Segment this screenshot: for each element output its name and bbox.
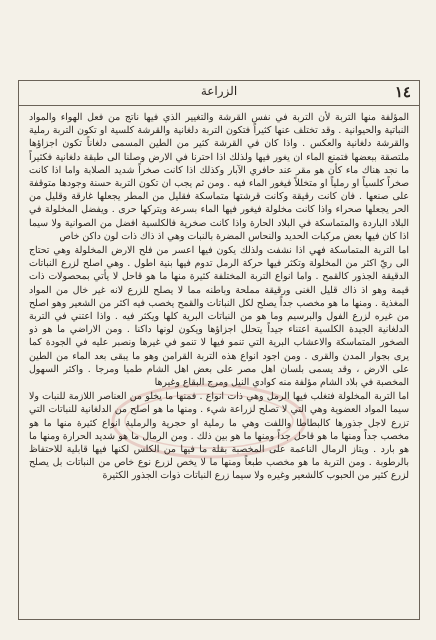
paragraph-2: اما التربة المتماسكة فهي اذا نشفت ولذلك يكون فيها اعسر من فلح الارض المخلولة وهي تحتاج الى ريّ اكثر من المخلولة وتكثر فيها حركة الرمل تدوم فيها بنية اطول . وهي اصلح لزرع النباتات الدقيقة الجذور كالقمح . واما انواع التربة المختلفة كثيرة منها ما هو قاحل لا يأتي بمحصولات ذات قيمة وهو اذ ذاك قليل الغنى ورقيقة مملحة وباطنه مما لا يصلح للزرع لانه غير خال من المواد المغذية . ومنها ما هو مخصب جداً يصلح لكل النباتات والقمح يخصب فيه اكثر من الشعير وهو اصلح من غيره لزرع الفول والبرسيم وما هو من النباتات البرية كلها ويكثر فيه . واذا اعتني في التربة الدلغانية الجيدة الكلسية اعتناء جيداً يتحلل اجزاؤها ويكون لونها داكنا . ومن الاراضي ما هو ذو الصخور المتماسكة والاعشاب البرية التي تنمو فيها لا تنمو في غيرها ونصبر عليه في الجودة كما يرى بجوار المدن والقرى . ومن اجود انواع هذه التربة القرامن وهو ما يبقى بعد الماء من الطين على الارض ، وقد يسمى بلسان اهل مصر على بعض اهل الشام طميا ومرجا . واكثر السهول المخصبة في بلاد الشام مؤلفة منه كوادي النيل ومرج البقاع وغيرها [29,245,409,389]
page-header [19,81,419,106]
body-text [29,111,409,613]
paragraph-3: اما التربة المخلولة فتغلب فيها الرمل وهي ذات انواع . فمنها ما يخلو من العناصر اللازمة للنبات ولا سيما المواد العضوية وهي التي لا تصلح لزراعة شيء . ومنها ما هو اصلح من الدلغانية للنباتات التي تزرع لاجل جذورها كالبطاطا واللفت وهي ما رملية او حجرية والرملية انواع كثيرة منها ما هو مخصب جداً ومنها ما هو قاحل جداً ومنها ما هو بين ذلك . ومن الرمال ما هو شديد الحرارة ومنها ما هو بارد . ويتاز الرمال الناعمة على المخصبة بقلة ما فيها من الكلس لكنها فيها قابلية للاحتفاظ بالرطوبة . ومن التربة ما هو مخصب طبعاً ومنها ما لا يخص لزرع نوع خاص من النباتات بل يصلح لزرع كثير من الحبوب كالشعير وغيره ولا سيما زرع النباتات ذوات الجذور الكثيرة [29,391,409,482]
book-page [18,80,420,620]
running-title: الزراعة [200,84,238,98]
paragraph-1: المؤلفة منها التربة لأن التربة في نفس القرشة والتغيير الذي فيها ناتج من فعل الهواء والمواد النباتية والحيوانية . وقد تختلف عنها كثيراً فتكون التربة دلغانية والقرشة كلسية او تكون التربة رملية والقرشة دلغانية والعكس . واذا كان في القرشة كثير من الطين المسمى دلغاناً تكون اجزاؤها ملتصقة ببعضها فتمنع الماء ان يغور فيها ولذلك اذا احترنا في الارض وصلنا الى طبقة دلغانية فكثيراً ما نجد هناك ماء كأن هو مقر عند حافري الآبار وكذلك اذا كانت صخراً شديد الصلابة واما اذا كانت صخراً كلسياً او رملياً او متخللاً فيغور الماء فيه . ومن ثم يجب ان تكون التربة حسنة وجودها متوقفة على صنعها . فان كانت رقيقة وكانت قرشتها متماسكة فقليل من المطر يجعلها غارقة وقليل من الحر يجعلها صحراء واذا كانت مخلولة فيغور فيها الماء بسرعة ويتركها حرى . ويفضل المخلولة في البلاد الباردة والمتماسكة في البلاد الحارة واذا كانت صخرية فالكلسية افضل من الصوانية ولا سيما اذا كان فيها بعض مركبات الحديد والنحاس المضرة بالنبات وهي اذ ذاك ذات لون داكن خاص [29,112,409,242]
page-number: ١٤ [394,83,411,101]
